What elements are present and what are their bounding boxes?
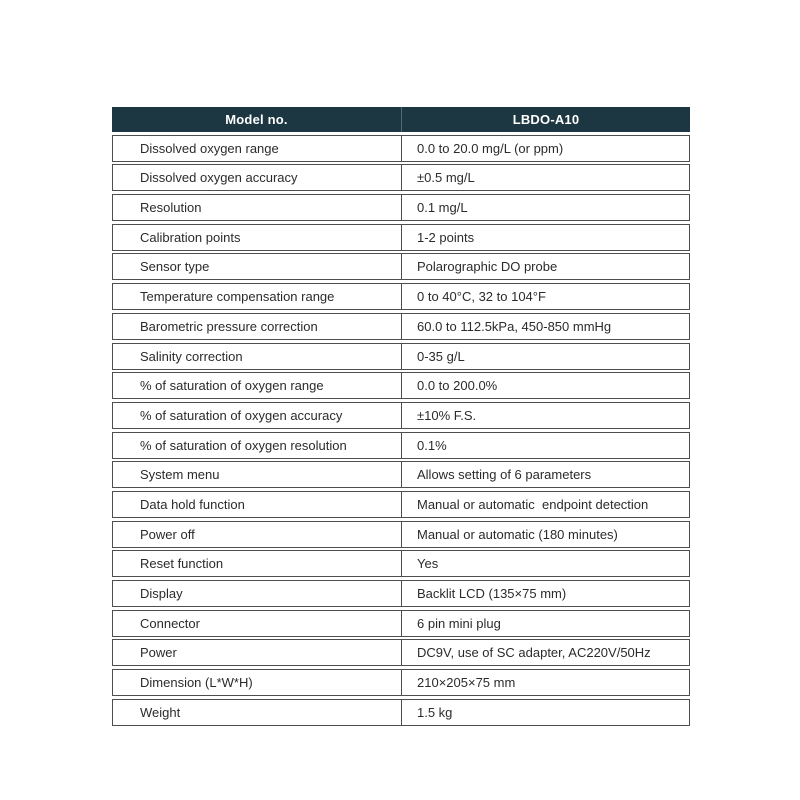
spec-label: Barometric pressure correction [113,314,402,339]
table-row [112,135,690,162]
table-row [112,164,690,191]
spec-label: Dissolved oxygen accuracy [113,165,402,190]
table-row [112,669,690,696]
spec-value: 1-2 points [417,229,475,245]
spec-label: Salinity correction [113,344,402,369]
table-row [112,432,690,459]
table-row [112,639,690,666]
spec-label: Weight [113,700,402,725]
spec-value: Manual or automatic (180 minutes) [417,526,618,542]
table-row [112,224,690,251]
spec-value: Allows setting of 6 parameters [417,467,592,483]
table-row [112,372,690,399]
spec-label: Sensor type [113,254,402,279]
spec-label: % of saturation of oxygen accuracy [113,403,402,428]
table-row [112,550,690,577]
spec-value: Backlit LCD (135×75 mm) [417,586,567,601]
spec-value: 6 pin mini plug [417,615,501,631]
table-row [112,521,690,548]
spec-label: Dissolved oxygen range [113,136,402,161]
spec-label: Data hold function [113,492,402,517]
spec-label: % of saturation of oxygen range [113,373,402,398]
spec-label: Temperature compensation range [113,284,402,309]
spec-value: DC9V, use of SC adapter, AC220V/50Hz [417,645,651,661]
table-row [112,580,690,607]
table-row [112,253,690,280]
table-row [112,699,690,726]
spec-value: 1.5 kg [417,704,453,720]
table-row [112,461,690,488]
spec-value: Yes [417,556,439,572]
spec-value: 60.0 to 112.5kPa, 450-850 mmHg [417,318,612,334]
spec-value: 0.0 to 200.0% [417,378,498,394]
spec-label: Display [113,581,402,606]
spec-label: Calibration points [113,225,402,250]
spec-value: 0.0 to 20.0 mg/L (or ppm) [417,140,564,156]
table-row [112,343,690,370]
spec-label: % of saturation of oxygen resolution [113,433,402,458]
table-row [112,402,690,429]
spec-value: Polarographic DO probe [417,259,558,275]
spec-label: Dimension (L*W*H) [113,670,402,695]
spec-value: 210×205×75 mm [417,675,516,691]
table-row [112,491,690,518]
table-row [112,610,690,637]
table-row [112,283,690,310]
table-header-row [112,107,690,132]
spec-value: Manual or automatic endpoint detection [417,496,649,512]
spec-label: Power off [113,522,402,547]
header-model-value: LBDO-A10 [512,112,580,127]
spec-label: Connector [113,611,402,636]
spec-value: 0-35 g/L [417,348,465,364]
spec-value: 0 to 40°C, 32 to 104°F [417,289,546,305]
spec-value: ±0.5 mg/L [417,170,475,186]
spec-label: System menu [113,462,402,487]
table-row [112,194,690,221]
table-row [112,313,690,340]
specification-table [112,107,690,726]
spec-value: 0.1% [417,437,447,453]
header-model-no: Model no. [112,107,402,132]
spec-value: 0.1 mg/L [417,200,468,216]
spec-label: Reset function [113,551,402,576]
spec-label: Resolution [113,195,402,220]
spec-value: ±10% F.S. [417,407,477,423]
spec-label: Power [113,640,402,665]
